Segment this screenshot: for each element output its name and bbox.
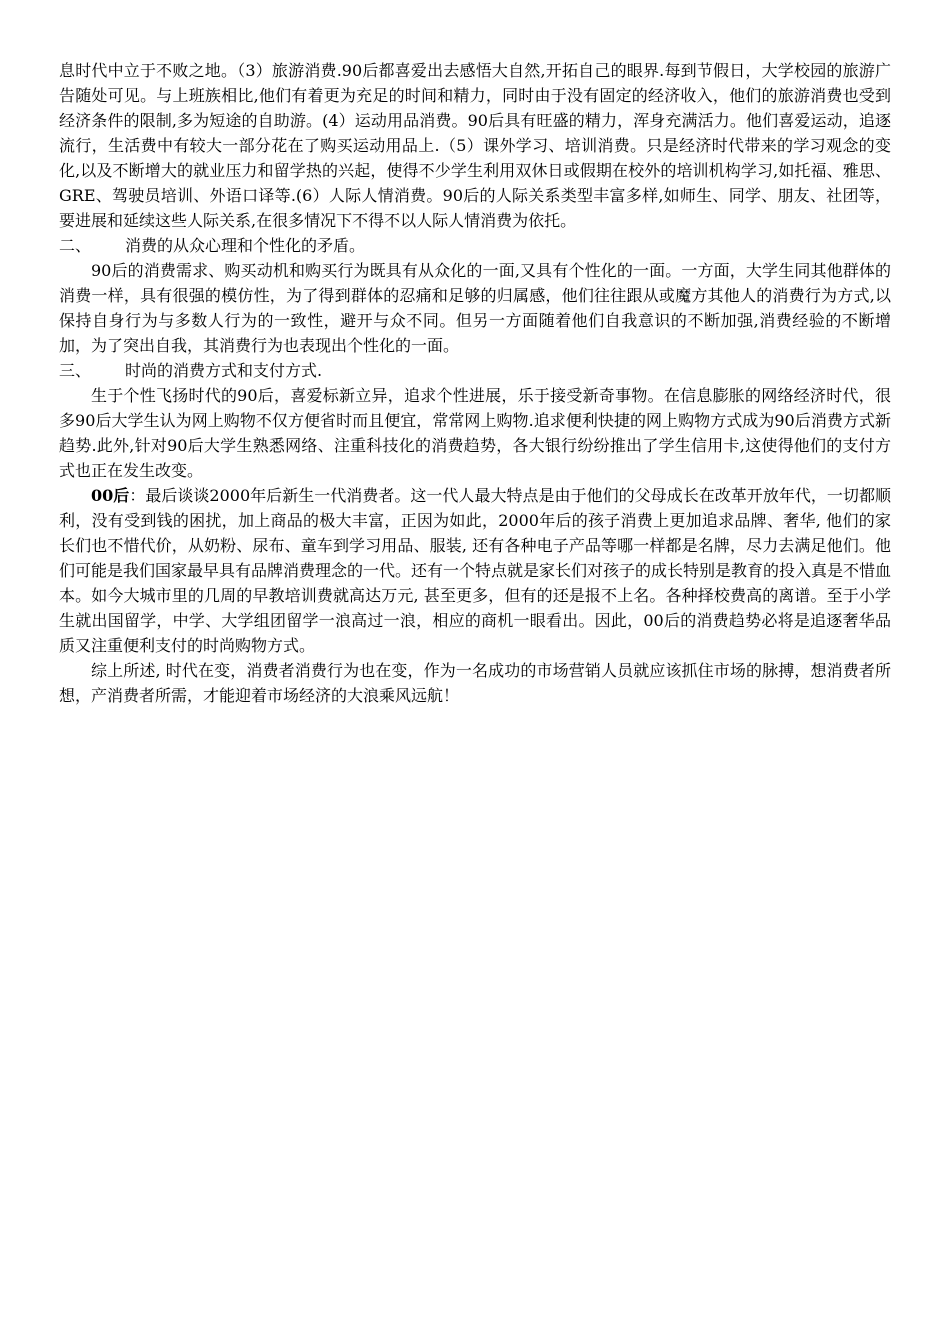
paragraph-conclusion: 综上所述, 时代在变，消费者消费行为也在变，作为一名成功的市场营销人员就应该抓住市场的脉搏，想消费者所想，产消费者所需，才能迎着市场经济的大浪乘风远航！ <box>59 661 891 705</box>
section-number: 二、 <box>59 236 92 255</box>
post-00s-body: 最后谈谈2000年后新生一代消费者。这一代人最大特点是由于他们的父母成长在改革开放年代，一切都顺利，没有受到钱的困扰，加上商品的极大丰富，正因为如此，2000年后的孩子消费上更加追求品牌、奢华, 他们的家长们也不惜代价，从奶粉、尿布、童车到学习用品、服装, 还有各种电子产品等哪一样都是名牌，尽力去满足他们。他们可能是我们国家最早具有品牌消费理念的一代。还有一个特点就是家长们对孩子的成长特别是教育的投入真是不惜血本。如今大城市里的几周的早教培训费就高达万元, 甚至更多，但有的还是报不上名。各种择校费高的离谱。至于小学生就出国留学，中学、大学组团留学一浪高过一浪，相应的商机一眼看出。因此，00后的消费趋势必将是追逐奢华品质又注重便利支付的时尚购物方式。 <box>59 486 892 655</box>
section-title: 消费的从众心理和个性化的矛盾。 <box>125 236 366 255</box>
paragraph-fashion-payment: 生于个性飞扬时代的90后，喜爱标新立异，追求个性进展，乐于接受新奇事物。在信息膨胀的网络经济时代，很多90后大学生认为网上购物不仅方便省时而且便宜，常常网上购物.追求便利快捷的网上购物方式成为90后消费方式新趋势.此外,针对90后大学生熟悉网络、注重科技化的消费趋势，各大银行纷纷推出了学生信用卡,这使得他们的支付方式也正在发生改变。 <box>59 386 891 480</box>
section-heading-3 <box>59 358 891 383</box>
section-title: 时尚的消费方式和支付方式. <box>125 361 323 380</box>
section-number: 三、 <box>59 361 92 380</box>
document-page <box>59 58 891 708</box>
paragraph-post-00s <box>59 483 891 658</box>
post-00s-colon: ： <box>129 486 146 505</box>
post-00s-lead: 00后 <box>91 486 130 505</box>
paragraph-conformity: 90后的消费需求、购买动机和购买行为既具有从众化的一面,又具有个性化的一面。一方面，大学生同其他群体的消费一样，具有很强的模仿性，为了得到群体的忍痛和足够的归属感，他们往往跟从或魔方其他人的消费行为方式,以保持自身行为与多数人行为的一致性，避开与众不同。但另一方面随着他们自我意识的不断加强,消费经验的不断增加，为了突出自我，其消费行为也表现出个性化的一面。 <box>59 261 891 355</box>
paragraph-continuation: 息时代中立于不败之地。（3）旅游消费.90后都喜爱出去感悟大自然,开拓自己的眼界.每到节假日，大学校园的旅游广告随处可见。与上班族相比,他们有着更为充足的时间和精力，同时由于没有固定的经济收入，他们的旅游消费也受到经济条件的限制,多为短途的自助游。(4）运动用品消费。90后具有旺盛的精力，浑身充满活力。他们喜爱运动，追逐流行，生活费中有较大一部分花在了购买运动用品上.（5）课外学习、培训消费。只是经济时代带来的学习观念的变化,以及不断增大的就业压力和留学热的兴起，使得不少学生利用双休日或假期在校外的培训机构学习,如托福、雅思、GRE、驾驶员培训、外语口译等.(6）人际人情消费。90后的人际关系类型丰富多样,如师生、同学、朋友、社团等，要进展和延续这些人际关系,在很多情况下不得不以人际人情消费为依托。 <box>59 61 891 230</box>
section-heading-2 <box>59 233 891 258</box>
